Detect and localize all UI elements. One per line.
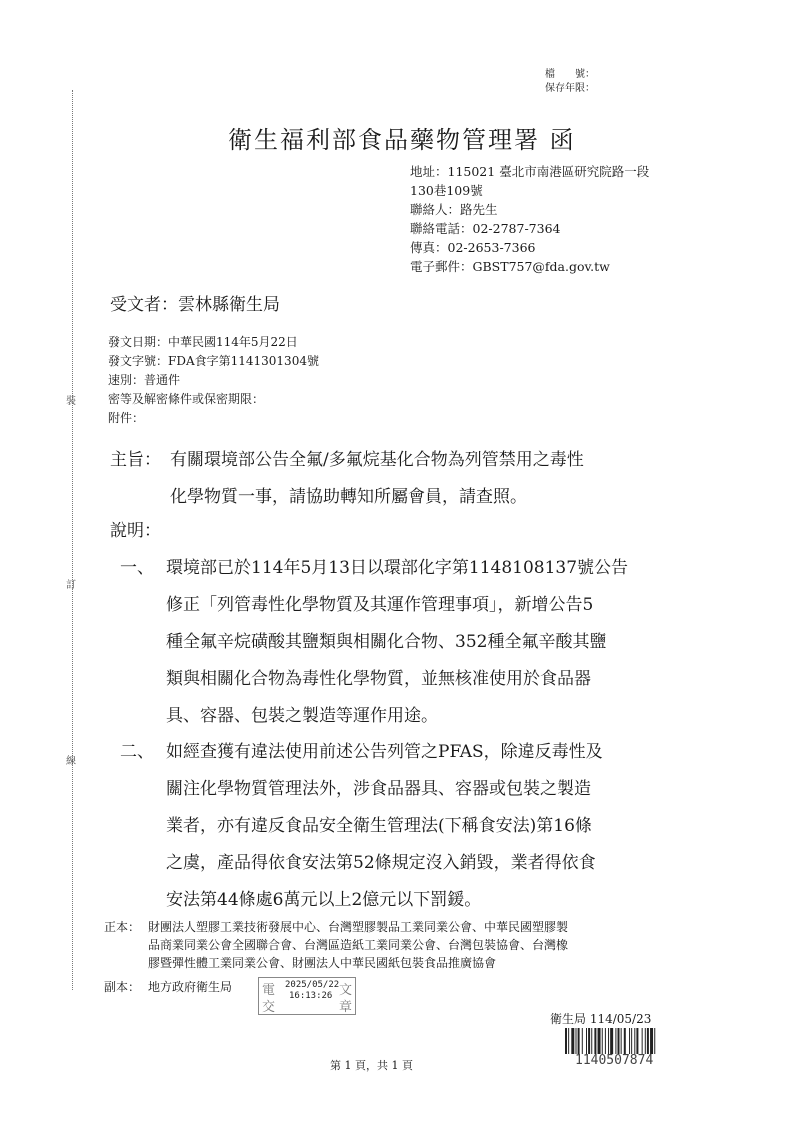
barcode-bar bbox=[608, 1028, 609, 1054]
contact-phone: 聯絡電話：02-2787-7364 bbox=[410, 221, 561, 236]
security-level: 密等及解密條件或保密期限： bbox=[108, 392, 265, 406]
barcode-bar bbox=[586, 1028, 587, 1054]
explanation-paragraph bbox=[120, 550, 700, 735]
paragraph-line: 種全氟辛烷磺酸其鹽類與相關化合物、352種全氟辛酸其鹽 bbox=[166, 632, 607, 652]
barcode-bar bbox=[618, 1028, 620, 1054]
barcode-bar bbox=[642, 1028, 643, 1054]
subject-block bbox=[110, 442, 700, 516]
paragraph-number: 一、 bbox=[120, 558, 154, 578]
paragraph-line: 如經查獲有違法使用前述公告列管之PFAS，除違反毒性及 bbox=[166, 742, 603, 762]
barcode-bar bbox=[571, 1028, 574, 1054]
stamp-char: 電 bbox=[262, 983, 276, 998]
barcode-bar bbox=[594, 1028, 596, 1054]
barcode-bar bbox=[582, 1028, 583, 1054]
paragraph-line: 類與相關化合物為毒性化學物質，並無核准使用於食品器 bbox=[166, 669, 591, 689]
contact-person: 聯絡人：路先生 bbox=[410, 202, 498, 217]
recipient: 受文者：雲林縣衛生局 bbox=[110, 295, 280, 315]
subject-label: 主旨： bbox=[110, 450, 161, 470]
file-meta bbox=[545, 68, 595, 96]
copy-recipients bbox=[104, 978, 716, 996]
barcode-bar bbox=[568, 1028, 569, 1054]
barcode-number: 1140507874 bbox=[575, 1053, 654, 1068]
barcode-bar bbox=[598, 1028, 601, 1054]
barcode-bar bbox=[565, 1028, 567, 1054]
main-recipients-line: 膠暨彈性體工業同業公會、財團法人中華民國紙包裝食品推廣協會 bbox=[148, 956, 497, 970]
document-info bbox=[108, 333, 319, 428]
contact-block bbox=[410, 162, 649, 276]
received-stamp: 衛生局 114/05/23 bbox=[550, 1012, 652, 1026]
main-recipients bbox=[104, 918, 716, 972]
barcode-bar bbox=[610, 1028, 613, 1054]
distribution-block bbox=[104, 918, 716, 996]
copy-recipients-label: 副本： bbox=[104, 980, 141, 994]
paragraph-line: 關注化學物質管理法外，涉食品器具、容器或包裝之製造 bbox=[166, 779, 591, 799]
issue-date: 發文日期：中華民國114年5月22日 bbox=[108, 335, 298, 349]
stamp-time: 16:13:26 bbox=[289, 991, 333, 1001]
electronic-exchange-stamp bbox=[258, 977, 356, 1015]
barcode-bar bbox=[621, 1028, 622, 1054]
retention-label: 保存年限： bbox=[545, 83, 595, 94]
main-recipients-line: 品商業同業公會全國聯合會、台灣區造紙工業同業公會、台灣包裝協會、台灣橡 bbox=[148, 938, 569, 952]
barcode-bar bbox=[654, 1028, 655, 1054]
barcode-bar bbox=[629, 1028, 630, 1054]
stamp-char: 交 bbox=[262, 1000, 276, 1015]
attachments: 附件： bbox=[108, 411, 145, 425]
binding-mark-ding: 訂 bbox=[66, 580, 76, 591]
document-title: 衛生福利部食品藥物管理署 函 bbox=[228, 126, 576, 154]
barcode-bar bbox=[645, 1028, 646, 1054]
address-line-1: 地址：115021 臺北市南港區研究院路一段 bbox=[410, 164, 650, 179]
barcode-bar bbox=[588, 1028, 590, 1054]
barcode-bar bbox=[647, 1028, 649, 1054]
paragraph-line: 業者，亦有違反食品安全衛生管理法(下稱食安法)第16條 bbox=[166, 816, 592, 836]
main-recipients-line: 財團法人塑膠工業技術發展中心、台灣塑膠製品工業同業公會、中華民國塑膠製 bbox=[148, 920, 569, 934]
barcode-bar bbox=[591, 1028, 592, 1054]
barcode-bar bbox=[634, 1028, 635, 1054]
barcode-bar bbox=[636, 1028, 638, 1054]
paragraph-line: 安法第44條處6萬元以上2億元以下罰鍰。 bbox=[166, 890, 482, 910]
subject-line: 化學物質一事，請協助轉知所屬會員，請查照。 bbox=[170, 487, 527, 507]
barcode-bar bbox=[624, 1028, 626, 1054]
barcode-bar bbox=[602, 1028, 603, 1054]
barcode-bar bbox=[578, 1028, 580, 1054]
stamp-date: 2025/05/22 bbox=[285, 980, 340, 990]
explanation-paragraph bbox=[120, 734, 700, 919]
paragraph-line: 具、容器、包裝之製造等運作用途。 bbox=[166, 706, 438, 726]
stamp-char: 章 bbox=[338, 1000, 352, 1015]
delivery-speed: 速別：普通件 bbox=[108, 373, 181, 387]
paragraph-number: 二、 bbox=[120, 742, 154, 762]
address-line-2: 130巷109號 bbox=[410, 183, 483, 198]
paragraph-line: 修正「列管毒性化學物質及其運作管理事項」，新增公告5 bbox=[166, 595, 594, 615]
copy-recipients-value: 地方政府衛生局 bbox=[148, 980, 233, 994]
stamp-char: 文 bbox=[338, 983, 352, 998]
binding-mark-xian: 線 bbox=[66, 756, 76, 767]
binding-mark-zhuang: 裝 bbox=[66, 396, 76, 407]
barcode-bar bbox=[650, 1028, 653, 1054]
barcode-bar bbox=[631, 1028, 632, 1054]
barcode-bar bbox=[576, 1028, 577, 1054]
file-number-label: 檔 號： bbox=[545, 69, 595, 80]
explanation-label: 說明： bbox=[110, 521, 161, 541]
document-number: 發文字號：FDA食字第1141301304號 bbox=[108, 354, 319, 368]
paragraph-line: 環境部已於114年5月13日以環部化字第1148108137號公告 bbox=[166, 558, 629, 578]
contact-fax: 傳真：02-2653-7366 bbox=[410, 240, 536, 255]
subject-line: 有關環境部公告全氟/多氟烷基化合物為列管禁用之毒性 bbox=[170, 450, 584, 470]
barcode bbox=[565, 1028, 703, 1054]
barcode-bar bbox=[615, 1028, 616, 1054]
page-number: 第 1 頁，共 1 頁 bbox=[330, 1059, 413, 1072]
paragraph-line: 之虞，產品得依食安法第52條規定沒入銷毀，業者得依食 bbox=[166, 853, 596, 873]
main-recipients-label: 正本： bbox=[104, 920, 141, 934]
barcode-bar bbox=[605, 1028, 606, 1054]
binding-line bbox=[72, 90, 73, 990]
contact-email: 電子郵件：GBST757@fda.gov.tw bbox=[410, 259, 610, 274]
